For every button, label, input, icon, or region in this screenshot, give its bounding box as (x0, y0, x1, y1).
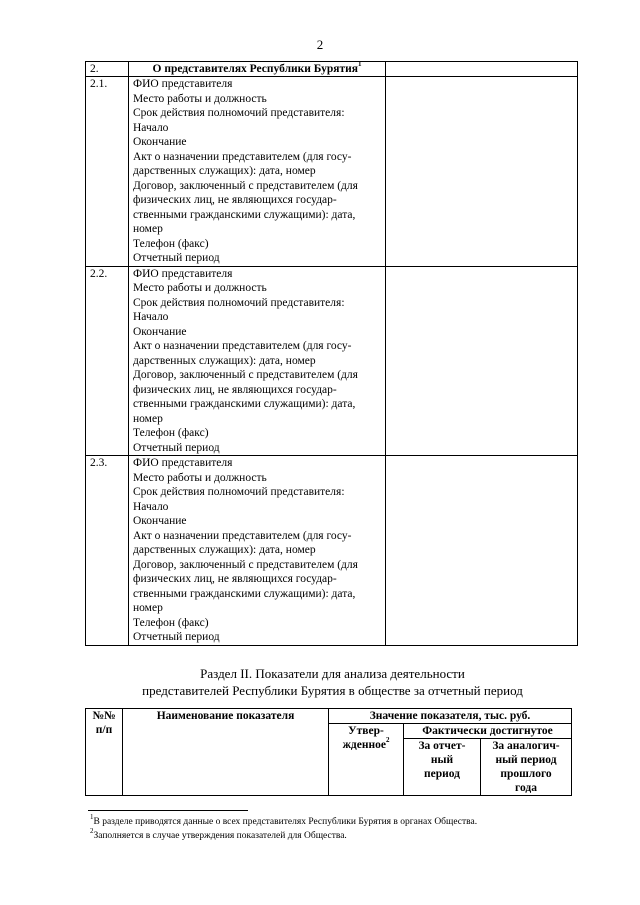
table-row (86, 456, 578, 646)
field-label: Начало (133, 121, 169, 134)
field-label: ственными гражданскими служащими): дата, (133, 587, 356, 600)
row-value-cell (386, 77, 578, 267)
col-previous-header (481, 739, 572, 796)
field-label: Телефон (факс) (133, 427, 209, 439)
header-line: За аналогич- (492, 740, 560, 752)
footnote-ref: 2 (90, 826, 94, 835)
header-line: За отчет- (418, 740, 466, 752)
field-label: ФИО представителя (133, 78, 233, 90)
field-label: Срок действия полномочий представителя: (133, 486, 345, 498)
field-label: ФИО представителя (133, 457, 233, 469)
field-label: Срок действия полномочий представителя: (133, 107, 345, 119)
col-actual-header: Фактически достигнутое (404, 724, 572, 739)
field-label: номер (133, 223, 163, 235)
header-line (332, 738, 400, 752)
field-label: Акт о назначении представителем (для госу- (133, 529, 352, 542)
header-line: года (515, 782, 537, 794)
field-label: Срок действия полномочий представителя: (133, 296, 345, 309)
header-line: ный (430, 754, 454, 766)
header-line: Утвер- (348, 725, 384, 737)
field-label: ственными гражданскими служащими): дата, (133, 398, 356, 410)
col-num-header (86, 709, 123, 796)
section-title-line: Раздел II. Показатели для анализа деятельности (200, 666, 465, 681)
row-value-cell (386, 456, 578, 646)
col-name-header: Наименование показателя (123, 709, 329, 796)
footnote-ref: 1 (90, 812, 94, 821)
header-line: п/п (95, 724, 113, 736)
header-line: период (424, 768, 460, 780)
representatives-table (85, 61, 578, 646)
footnotes (90, 812, 478, 843)
col-report-header (404, 739, 481, 796)
header-line: №№ (92, 710, 116, 722)
footnote-ref: 2 (385, 736, 390, 745)
footnote-text: Заполняется в случае утверждения показателей для Общества. (93, 831, 347, 841)
field-label: Окончание (133, 136, 187, 148)
footnote-divider (88, 810, 248, 811)
field-label: Телефон (факс) (133, 237, 209, 250)
table-header-row (86, 709, 572, 724)
field-label: Договор, заключенный с представителем (для (133, 558, 358, 571)
header-line-text: жденное (342, 739, 386, 751)
field-label: дарственных служащих): дата, номер (133, 544, 316, 556)
field-label: дарственных служащих): дата, номер (133, 165, 316, 177)
col-approved-header (329, 724, 404, 796)
field-label: Место работы и должность (133, 471, 267, 484)
section-title-line: представителей Республики Бурятия в обществе за отчетный период (142, 683, 523, 698)
field-label: физических лиц, не являющихся государ- (133, 573, 337, 585)
field-label: номер (133, 602, 163, 614)
row-fields (129, 456, 386, 646)
field-label: Телефон (факс) (133, 616, 209, 629)
section-title (0, 665, 640, 699)
header-title (129, 62, 386, 77)
field-label: Окончание (133, 325, 187, 338)
field-label: Отчетный период (133, 252, 220, 264)
field-label: ФИО представителя (133, 267, 233, 280)
field-label: Начало (133, 500, 169, 513)
field-label: Отчетный период (133, 631, 220, 643)
row-fields (129, 266, 386, 456)
header-line: ный период (495, 754, 557, 766)
field-label: Место работы и должность (133, 282, 267, 294)
row-num: 2.1. (86, 77, 129, 267)
field-label: Акт о назначении представителем (для госу- (133, 340, 352, 352)
field-label: Место работы и должность (133, 92, 267, 105)
page-number: 2 (316, 37, 324, 52)
table-header-row (86, 62, 578, 77)
table-row (86, 266, 578, 456)
field-label: дарственных служащих): дата, номер (133, 354, 316, 367)
field-label: Окончание (133, 515, 187, 527)
row-num: 2.2. (86, 266, 129, 456)
field-label: ственными гражданскими служащими): дата, (133, 208, 356, 221)
header-title-text: О представителях Республики Бурятия (152, 63, 358, 75)
footnote (90, 812, 478, 829)
field-label: номер (133, 412, 163, 425)
header-line: прошлого (500, 768, 552, 780)
col-value-header: Значение показателя, тыс. руб. (329, 709, 572, 724)
header-value-cell (386, 62, 578, 77)
footnote (90, 826, 477, 843)
row-num: 2.3. (86, 456, 129, 646)
footnote-ref: 1 (357, 60, 362, 69)
field-label: физических лиц, не являющихся государ- (133, 194, 337, 206)
header-num: 2. (86, 62, 129, 77)
row-fields (129, 77, 386, 267)
field-label: физических лиц, не являющихся государ- (133, 383, 337, 396)
indicators-table (85, 708, 572, 796)
field-label: Договор, заключенный с представителем (для (133, 369, 358, 381)
field-label: Отчетный период (133, 441, 220, 454)
footnote-text: В разделе приводятся данные о всех представителях Республики Бурятия в органах Общества. (93, 817, 478, 827)
field-label: Договор, заключенный с представителем (для (133, 179, 358, 192)
table-row (86, 77, 578, 267)
row-value-cell (386, 266, 578, 456)
field-label: Начало (133, 311, 169, 323)
field-label: Акт о назначении представителем (для госу- (133, 150, 352, 163)
